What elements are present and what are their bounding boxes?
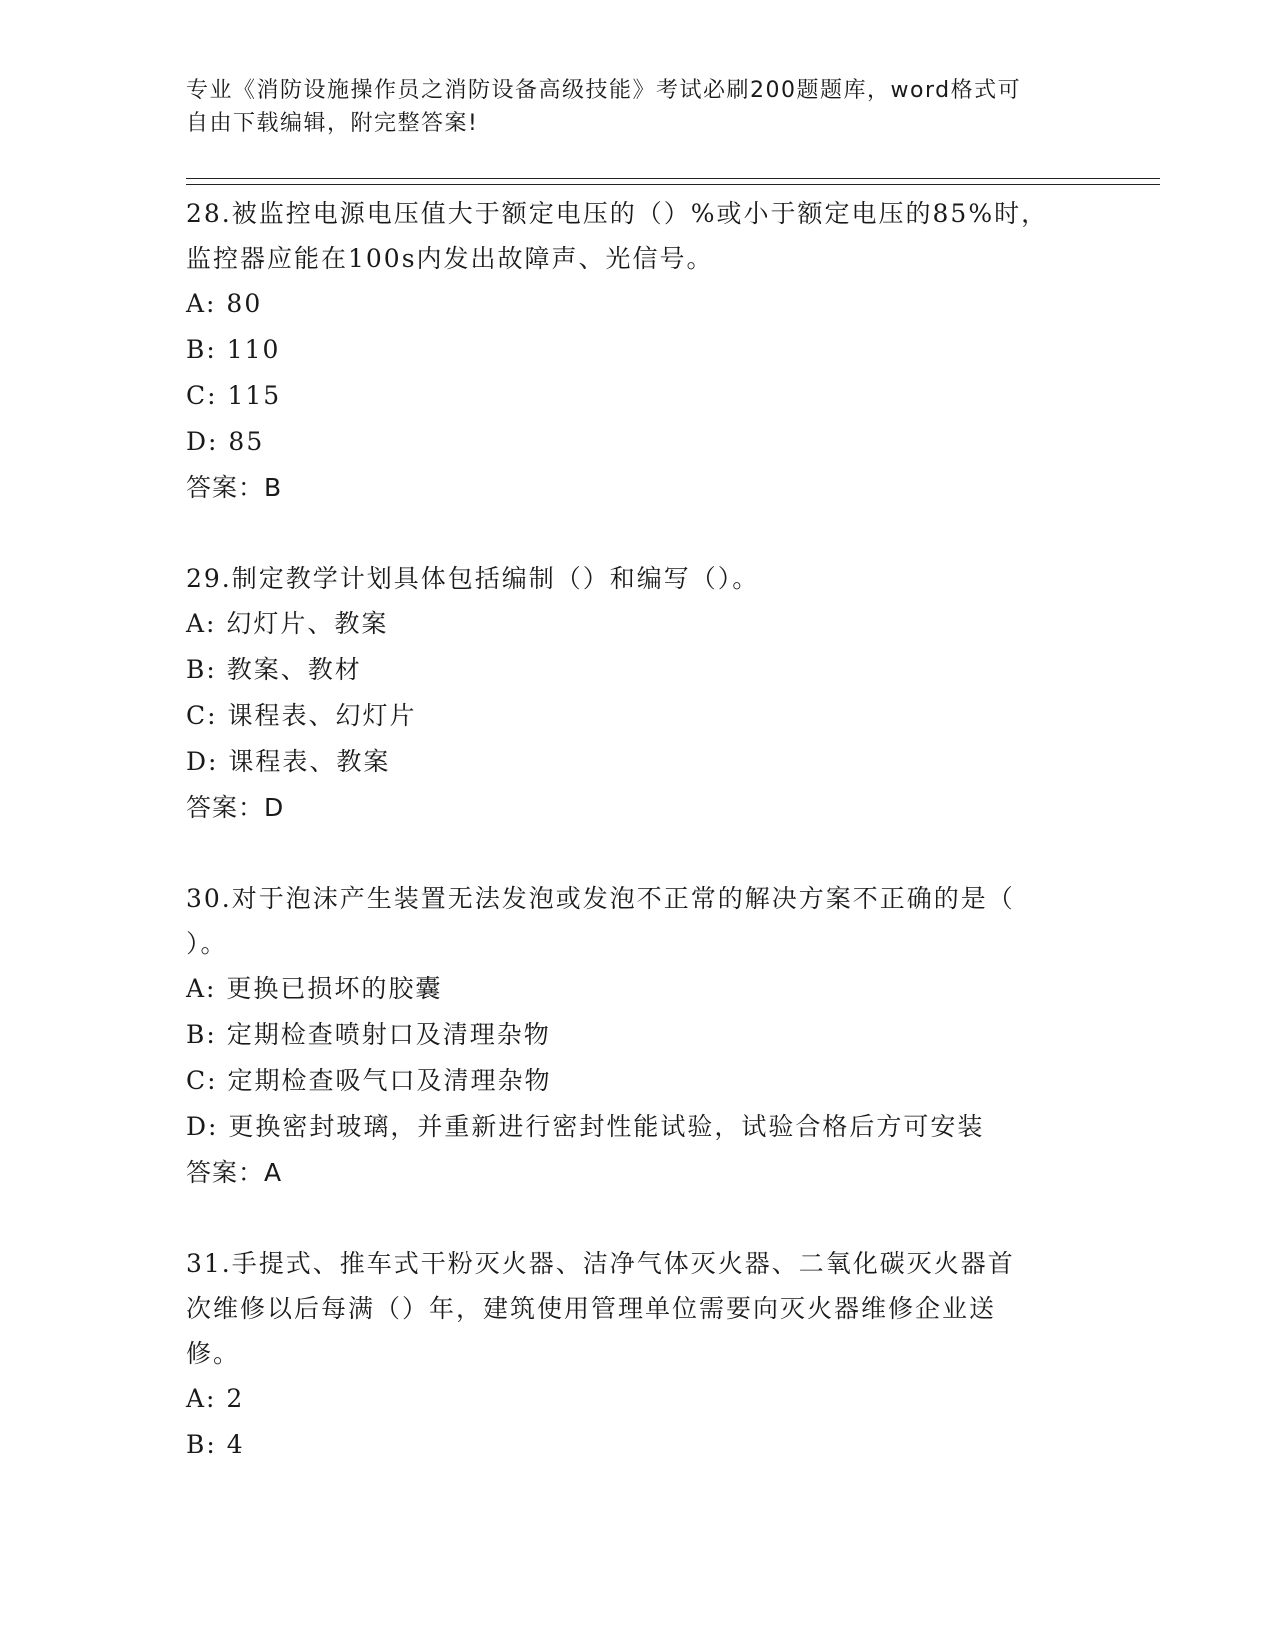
option-b: B: 定期检查喷射口及清理杂物 [186,1020,551,1049]
question-stem [186,875,1086,966]
question-28 [186,190,1086,511]
option-c: C: 定期检查吸气口及清理杂物 [186,1066,552,1095]
option-c: C: 课程表、幻灯片 [186,701,417,730]
question-31 [186,1240,1086,1468]
answer-label: 答案：A [186,1158,283,1187]
stem-line: 次维修以后每满（）年，建筑使用管理单位需要向灭火器维修企业送 [186,1294,997,1323]
question-spacer [186,511,1086,555]
question-spacer [186,1196,1086,1240]
option-a: A: 80 [186,289,263,318]
header-divider-top [186,178,1160,179]
header-divider-bottom [186,184,1160,185]
question-stem [186,555,1086,601]
option-b: B: 4 [186,1430,245,1459]
option-b: B: 教案、教材 [186,655,362,684]
question-list [186,190,1086,1468]
question-30 [186,875,1086,1196]
option-a: A: 幻灯片、教案 [186,609,389,638]
stem-line: 31.手提式、推车式干粉灭火器、洁净气体灭火器、二氧化碳灭火器首 [186,1249,1015,1278]
option-a: A: 2 [186,1384,245,1413]
stem-line: 29.制定教学计划具体包括编制（）和编写（）。 [186,564,760,593]
header-line-2: 自由下载编辑，附完整答案! [186,111,479,136]
stem-line: 监控器应能在100s内发出故障声、光信号。 [186,244,714,273]
header-line-1: 专业《消防设施操作员之消防设备高级技能》考试必刷200题题库，word格式可 [186,78,1022,103]
option-a: A: 更换已损坏的胶囊 [186,974,443,1003]
answer-label: 答案：D [186,793,285,822]
question-stem [186,1240,1086,1376]
option-d: D: 85 [186,427,265,456]
option-b: B: 110 [186,335,281,364]
answer-label: 答案：B [186,473,283,502]
option-d: D: 更换密封玻璃，并重新进行密封性能试验，试验合格后方可安装 [186,1112,985,1141]
question-spacer [186,831,1086,875]
document-header [186,74,1086,140]
stem-line: 28.被监控电源电压值大于额定电压的（）%或小于额定电压的85%时， [186,199,1049,228]
option-d: D: 课程表、教案 [186,747,391,776]
stem-line: 30.对于泡沫产生装置无法发泡或发泡不正常的解决方案不正确的是（ [186,884,1015,913]
question-stem [186,190,1086,281]
question-29 [186,555,1086,831]
stem-line: 修。 [186,1339,241,1368]
stem-line: ）。 [186,929,228,958]
option-c: C: 115 [186,381,282,410]
